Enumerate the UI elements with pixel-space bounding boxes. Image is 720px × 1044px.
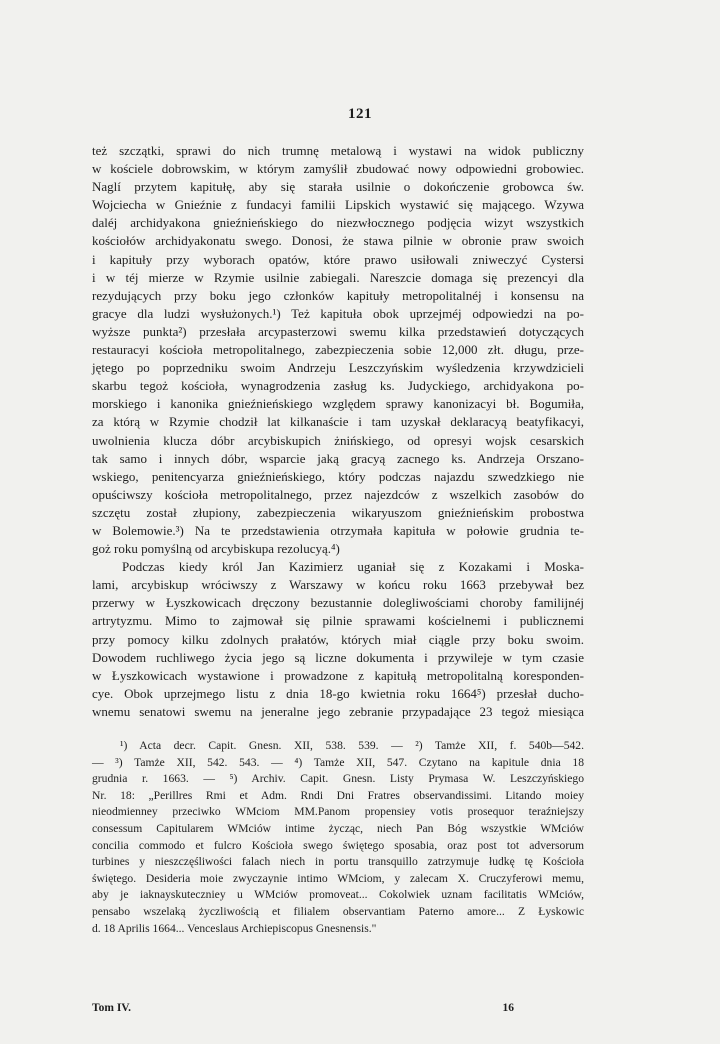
footnote-line: aby je iaknayskuteczniey u WMciów promoveat... Cokolwiek uznam facilitatis WMciów,	[92, 888, 584, 902]
footnotes	[92, 738, 584, 937]
body-line: Dowodem ruchliwego życia jego są liczne dokumenta i przywileje w tym czasie	[92, 649, 584, 665]
footnote-line: ¹) Acta decr. Capit. Gnesn. XII, 538. 539. — ²) Tamże XII, f. 540b—542.	[120, 739, 584, 752]
body-line: w Bolemowie.³) Na te przedstawienia otrzymała kapituła w połowie grudnia te-	[92, 522, 584, 538]
body-line: rezydujących przy boku jego członków kapituły metropolitalnéj i konsensu na	[92, 287, 584, 303]
footnote-line: świętego. Desideria moie zwyczaynie intimo WMciom, y zalecam X. Cruczyferowi memu,	[92, 871, 584, 885]
body-line: szczętu został złupiony, zabezpieczenia wikaryuszom gnieźnieńskim probostwa	[92, 504, 584, 520]
footnote-line: turbines y nieszczęśliwości falach niech in portu transquillo zatrzymuje łudkę tę Kościoła	[92, 855, 584, 869]
body-text	[92, 142, 584, 721]
body-line: opuściwszy kościoła metropolitalnego, przez najezdców z wszelkich zasobów do	[92, 486, 584, 502]
body-line: skarbu tegoż kościoła, wynagrodzenia zasług ks. Judyckiego, archidyakona po-	[92, 378, 584, 394]
body-line: goż roku pomyślną od arcybiskupa rezolucyą.⁴)	[92, 541, 340, 557]
body-line: i kapituły przy wyborach opatów, które prawo usiłowali zniweczyć Cystersi	[92, 251, 584, 267]
body-line: za którą w Rzymie chodził lat kilkanaście i tam uzyskał deklaracyą beatyfikacyi,	[92, 414, 584, 430]
body-line: przerwy w Łyszkowicach dręczony bezustannie dolegliwościami choroby familijnéj	[92, 595, 584, 611]
body-line: przy pomocy kilku zdolnych prałatów, których miał ciągle przy boku swoim.	[92, 631, 584, 647]
body-line: i w téj mierze w Rzymie usilnie zabiegali. Nareszcie domaga się prezencyi dla	[92, 269, 584, 285]
volume-mark: Tom IV.	[92, 1002, 131, 1014]
footnote-line: — ³) Tamże XII, 542. 543. — ⁴) Tamże XII, 547. Czytano na kapitule dnia 18	[92, 755, 584, 769]
body-line: kościołów archidyakonatu swego. Donosi, że stawa pilnie w obronie praw swoich	[92, 233, 584, 249]
body-line: artrytyzmu. Mimo to zajmował się pilnie sprawami kościelnemi i publicznemi	[92, 613, 584, 629]
body-line: restauracyi kościoła metropolitalnego, zabezpieczenia sobie 12,000 złt. długu, prze-	[92, 342, 584, 358]
body-line: daléj archidyakona gnieźnieńskiego do niezwłocznego podjęcia wizyt wszystkich	[92, 215, 584, 231]
body-line: tak samo i innych dóbr, wsparcie jaką gracyą zacnego ks. Andrzeja Orszano-	[92, 450, 584, 466]
body-line: lami, arcybiskup wróciwszy z Warszawy w końcu roku 1663 przebywał bez	[92, 577, 584, 593]
footnote-line: consessum Capitularem WMciów intime życząc, niech Pan Bóg wszystkie WMciów	[92, 821, 584, 835]
footnote-line: pensabo wszelaką życzliwością et filialem observantiam Paterno amore... Z Łyskowic	[92, 904, 584, 918]
page-number: 121	[348, 106, 372, 122]
body-line: wnemu senatowi swemu na jeneralne jego zebranie przypadające 23 tegoż miesiąca	[92, 703, 584, 719]
signature-mark: 16	[502, 1002, 514, 1014]
body-line: morskiego i kanonika gnieźnieńskiego względem sprawy kanonizacyi bł. Bogumiła,	[92, 396, 584, 412]
body-line: wyższe punkta²) przesłała arcypasterzowi swemu kilka przedstawień dotyczących	[92, 323, 584, 339]
footnote-line: nieodmienney przeciwko WMciom MM.Panom propensiey votis prosequor teraźniejszy	[92, 805, 584, 819]
body-line: wskiego, penitencyarza gnieźnieńskiego, który podczas najazdu szwedzkiego nie	[92, 468, 584, 484]
body-line: Podczas kiedy król Jan Kazimierz uganiał się z Kozakami i Moska-	[122, 559, 584, 575]
body-line: gracye dla ludzi wysłużonych.¹) Też kapituła obok uprzejméj odpowiedzi na po-	[92, 305, 584, 321]
body-line: w kościele dobrowskim, w którym zamyślił zbudować nowy odpowiedni grobowiec.	[92, 161, 584, 177]
body-line: uwolnienia klucza dóbr arcybiskupich żnińskiego, od opresyi wojsk cesarskich	[92, 432, 584, 448]
footnote-line: grudnia r. 1663. — ⁵) Archiv. Capit. Gnesn. Listy Prymasa W. Leszczyńskiego	[92, 772, 584, 786]
footnote-line: d. 18 Aprilis 1664... Venceslaus Archiepiscopus Gnesnensis."	[92, 921, 377, 935]
body-line: jętego po poprzedniku swoim Andrzeju Leszczyńskim wyśledzenia krzywdzicieli	[92, 360, 584, 376]
body-line: w Łyszkowicach wystawione i prowadzone z kapitułą metropolitalną koresponden-	[92, 667, 584, 683]
footnote-line: concilia commodo et fulcro Kościoła swego świętego sposabia, oraz post tot adversorum	[92, 838, 584, 852]
body-line: Naglí przytem kapitułę, aby się starała usilnie o dokończenie grobowca św.	[92, 179, 584, 195]
body-line: też szczątki, sprawi do nich trumnę metalową i wystawi na widok publiczny	[92, 143, 584, 158]
footnote-line: Nr. 18: „Perillres Rmi et Adm. Rndi Dni Fratres observandissimi. Litando moiey	[92, 788, 584, 802]
body-line: cye. Obok uprzejmego listu z dnia 18-go kwietnia roku 1664⁵) przesłał ducho-	[92, 685, 584, 701]
body-line: Wojciecha w Gnieźnie z fundacyi familii Lipskich wystawić się mającego. Wzywa	[92, 197, 584, 213]
